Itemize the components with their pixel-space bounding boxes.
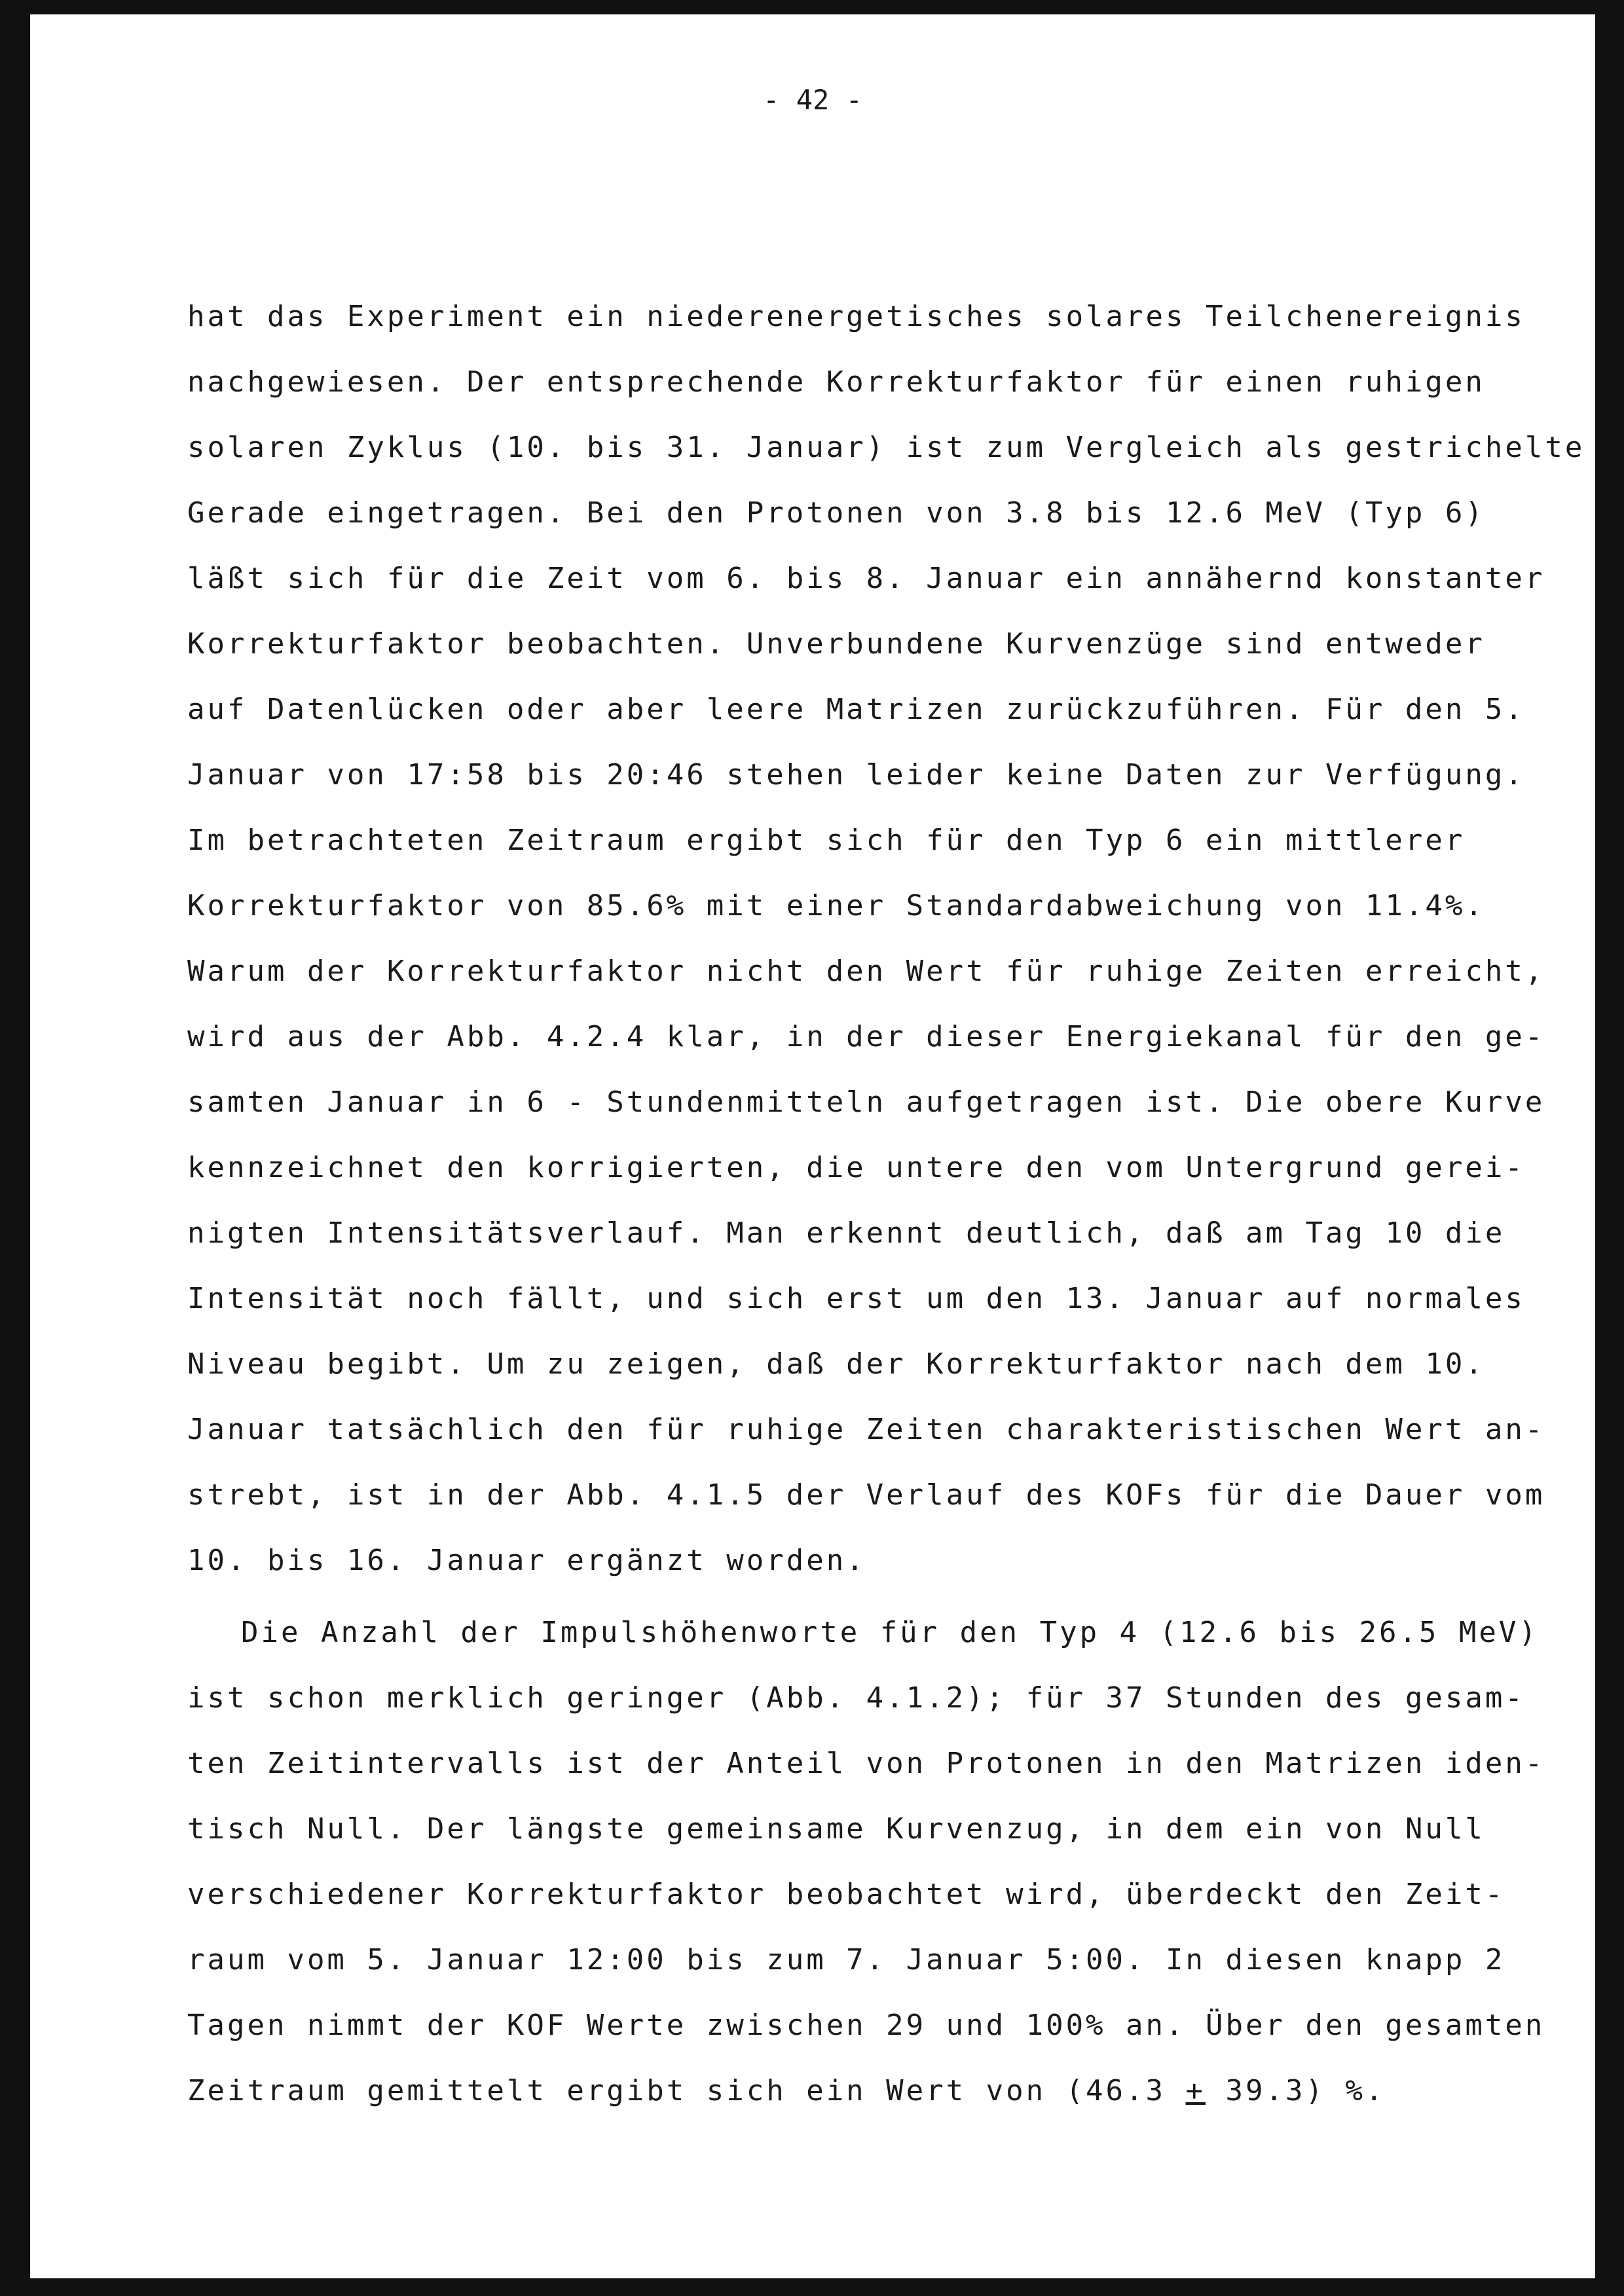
paragraph-2 (187, 1600, 1549, 2124)
text-line: Korrekturfaktor beobachten. Unverbundene Kurvenzüge sind entweder (187, 627, 1485, 661)
text-line: ist schon merklich geringer (Abb. 4.1.2); für 37 Stunden des gesam- (187, 1681, 1525, 1715)
paragraph-1 (187, 284, 1585, 1594)
plus-minus-symbol: + (1185, 2074, 1206, 2107)
paragraph-spacer (187, 1594, 1549, 1600)
text-line: Korrekturfaktor von 85.6% mit einer Standardabweichung von 11.4%. (187, 889, 1485, 922)
text-line: raum vom 5. Januar 12:00 bis zum 7. Januar 5:00. In diesen knapp 2 (187, 1943, 1505, 1977)
document-page (30, 14, 1595, 2278)
text-line-last (187, 2058, 1549, 2124)
text-line: Die Anzahl der Impulshöhenworte für den Typ 4 (12.6 bis 26.5 MeV) (241, 1616, 1539, 1649)
text-line: nigten Intensitätsverlauf. Man erkennt deutlich, daß am Tag 10 die (187, 1216, 1505, 1250)
text-line: strebt, ist in der Abb. 4.1.5 der Verlauf des KOFs für die Dauer vom (187, 1478, 1545, 1512)
body-text (187, 284, 1585, 2124)
text-line: solaren Zyklus (10. bis 31. Januar) ist zum Vergleich als gestrichelte (187, 431, 1585, 464)
text-line: Gerade eingetragen. Bei den Protonen von 3.8 bis 12.6 MeV (Typ 6) (187, 496, 1485, 530)
text-line: ten Zeitintervalls ist der Anteil von Protonen in den Matrizen iden- (187, 1747, 1545, 1780)
text-line: Januar tatsächlich den für ruhige Zeiten charakteristischen Wert an- (187, 1413, 1545, 1446)
page-number: - 42 - (763, 84, 862, 116)
text-line: Warum der Korrekturfaktor nicht den Wert für ruhige Zeiten erreicht, (187, 955, 1545, 988)
last-line-text: Zeitraum gemittelt ergibt sich ein Wert von (46.3 (187, 2074, 1186, 2107)
text-line: Intensität noch fällt, und sich erst um den 13. Januar auf normales (187, 1282, 1525, 1315)
text-line: wird aus der Abb. 4.2.4 klar, in der dieser Energiekanal für den ge- (187, 1020, 1545, 1053)
text-line: 10. bis 16. Januar ergänzt worden. (187, 1544, 866, 1577)
text-line: läßt sich für die Zeit vom 6. bis 8. Januar ein annähernd konstanter (187, 562, 1545, 595)
text-line: Niveau begibt. Um zu zeigen, daß der Korrekturfaktor nach dem 10. (187, 1347, 1485, 1381)
text-line: hat das Experiment ein niederenergetisches solares Teilchenereignis (187, 300, 1525, 333)
text-line: samten Januar in 6 - Stundenmitteln aufgetragen ist. Die obere Kurve (187, 1085, 1545, 1119)
text-line: Januar von 17:58 bis 20:46 stehen leider keine Daten zur Verfügung. (187, 758, 1525, 792)
text-line: tisch Null. Der längste gemeinsame Kurvenzug, in dem ein von Null (187, 1812, 1485, 1846)
text-line: kennzeichnet den korrigierten, die untere den vom Untergrund gerei- (187, 1151, 1525, 1184)
last-line-end: 39.3) %. (1206, 2074, 1386, 2107)
text-line: auf Datenlücken oder aber leere Matrizen zurückzuführen. Für den 5. (187, 693, 1525, 726)
text-line: Tagen nimmt der KOF Werte zwischen 29 und 100% an. Über den gesamten (187, 2009, 1545, 2042)
text-line: nachgewiesen. Der entsprechende Korrekturfaktor für einen ruhigen (187, 365, 1485, 399)
text-line: Im betrachteten Zeitraum ergibt sich für den Typ 6 ein mittlerer (187, 824, 1466, 857)
text-line: verschiedener Korrekturfaktor beobachtet wird, überdeckt den Zeit- (187, 1878, 1505, 1911)
